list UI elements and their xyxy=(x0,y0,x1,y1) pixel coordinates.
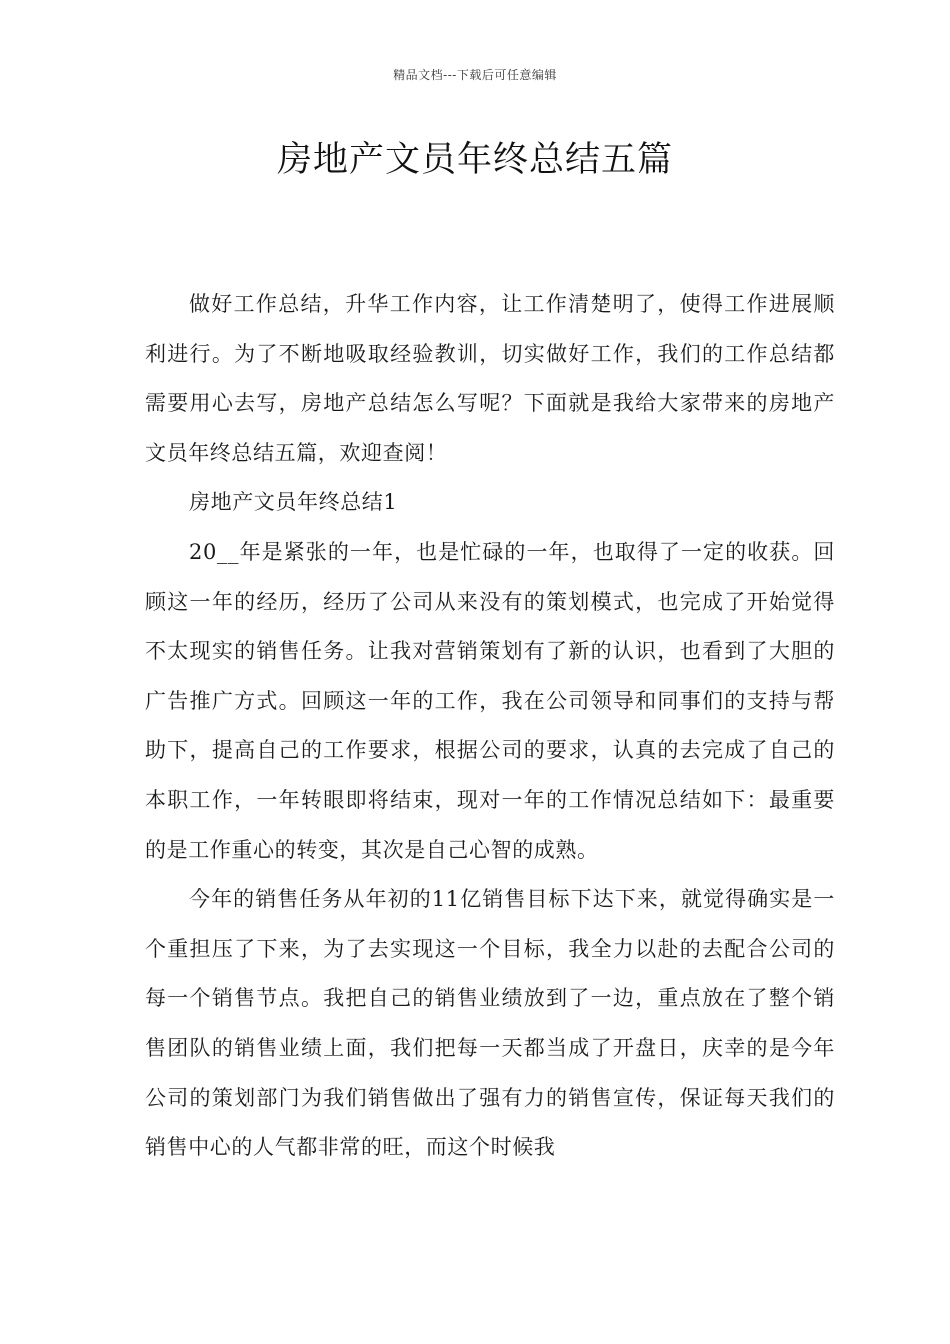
section-heading: 房地产文员年终总结1 xyxy=(189,490,398,515)
body-paragraph: 今年的销售任务从年初的11亿销售目标下达下来，就觉得确实是一个重担压了下来，为了去实现这一个目标，我全力以赴的去配合公司的每一个销售节点。我把自己的销售业绩放到了一边，重点放在了整个销售团队的销售业绩上面，我们把每一天都当成了开盘日，庆幸的是今年公司的策划部门为我们销售做出了强有力的销售宣传，保证每天我们的销售中心的人气都非常的旺，而这个时候我 xyxy=(145,887,835,1160)
document-title: 房地产文员年终总结五篇 xyxy=(276,140,673,180)
intro-paragraph: 做好工作总结，升华工作内容，让工作清楚明了，使得工作进展顺利进行。为了不断地吸取经验教训，切实做好工作，我们的工作总结都需要用心去写，房地产总结怎么写呢？下面就是我给大家带来的房地产文员年终总结五篇，欢迎查阅！ xyxy=(145,292,835,465)
body-paragraph: 20__年是紧张的一年，也是忙碌的一年，也取得了一定的收获。回顾这一年的经历，经历了公司从来没有的策划模式，也完成了开始觉得不太现实的销售任务。让我对营销策划有了新的认识，也看到了大胆的广告推广方式。回顾这一年的工作，我在公司领导和同事们的支持与帮助下，提高自己的工作要求，根据公司的要求，认真的去完成了自己的本职工作，一年转眼即将结束，现对一年的工作情况总结如下：最重要的是工作重心的转变，其次是自己心智的成熟。 xyxy=(145,539,835,862)
header-note: 精品文档---下载后可任意编辑 xyxy=(393,68,557,82)
document-body xyxy=(145,280,835,1173)
